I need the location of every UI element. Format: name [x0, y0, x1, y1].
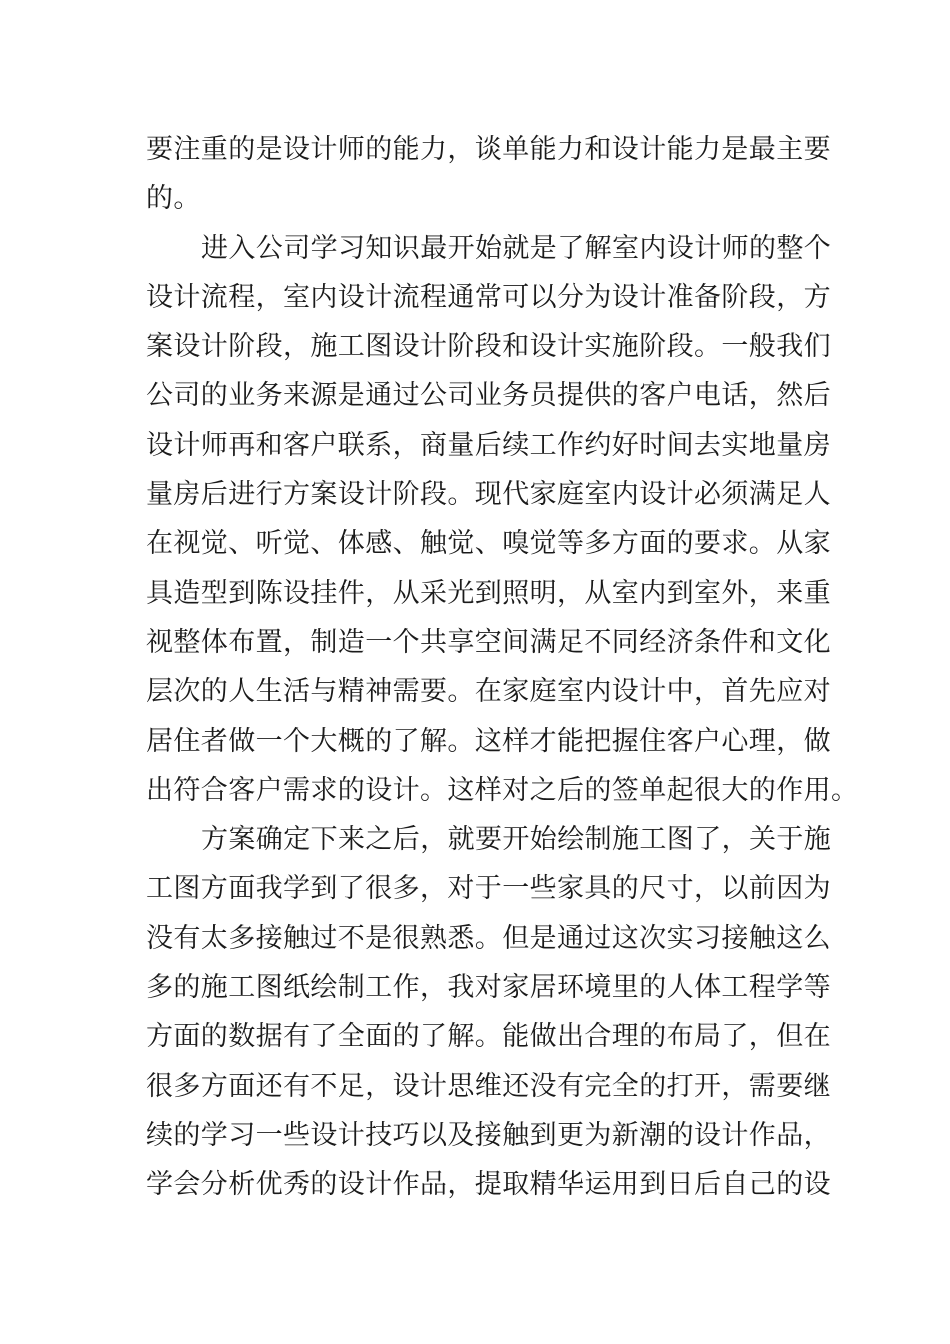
text-line: 的。 — [146, 183, 201, 215]
text-line: 工图方面我学到了很多，对于一些家具的尺寸，以前因为 — [146, 873, 831, 905]
text-line: 出符合客户需求的设计。这样对之后的签单起很大的作用。 — [146, 774, 859, 806]
text-line: 层次的人生活与精神需要。在家庭室内设计中，首先应对 — [146, 676, 831, 708]
text-line: 设计师再和客户联系，商量后续工作约好时间去实地量房 — [146, 429, 831, 461]
text-line: 公司的业务来源是通过公司业务员提供的客户电话，然后 — [146, 380, 831, 412]
text-line: 方面的数据有了全面的了解。能做出合理的布局了，但在 — [146, 1021, 831, 1053]
text-line: 在视觉、听觉、体感、触觉、嗅觉等多方面的要求。从家 — [146, 528, 831, 560]
document-body — [146, 125, 859, 1210]
text-line: 学会分析优秀的设计作品，提取精华运用到日后自己的设 — [146, 1169, 831, 1201]
text-line: 案设计阶段，施工图设计阶段和设计实施阶段。一般我们 — [146, 331, 831, 363]
text-line: 多的施工图纸绘制工作，我对家居环境里的人体工程学等 — [146, 972, 831, 1004]
text-line: 具造型到陈设挂件，从采光到照明，从室内到室外，来重 — [146, 577, 831, 609]
text-line: 要注重的是设计师的能力，谈单能力和设计能力是最主要 — [146, 134, 831, 165]
text-line: 方案确定下来之后，就要开始绘制施工图了，关于施 — [201, 824, 832, 856]
text-line: 居住者做一个大概的了解。这样才能把握住客户心理，做 — [146, 725, 831, 757]
text-line: 续的学习一些设计技巧以及接触到更为新潮的设计作品， — [146, 1119, 831, 1151]
text-line: 没有太多接触过不是很熟悉。但是通过这次实习接触这么 — [146, 922, 831, 954]
text-line: 设计流程，室内设计流程通常可以分为设计准备阶段，方 — [146, 281, 831, 313]
text-line: 进入公司学习知识最开始就是了解室内设计师的整个 — [201, 232, 832, 264]
text-line: 视整体布置，制造一个共享空间满足不同经济条件和文化 — [146, 626, 831, 658]
text-line: 量房后进行方案设计阶段。现代家庭室内设计必须满足人 — [146, 479, 831, 511]
text-line: 很多方面还有不足，设计思维还没有完全的打开，需要继 — [146, 1070, 831, 1102]
